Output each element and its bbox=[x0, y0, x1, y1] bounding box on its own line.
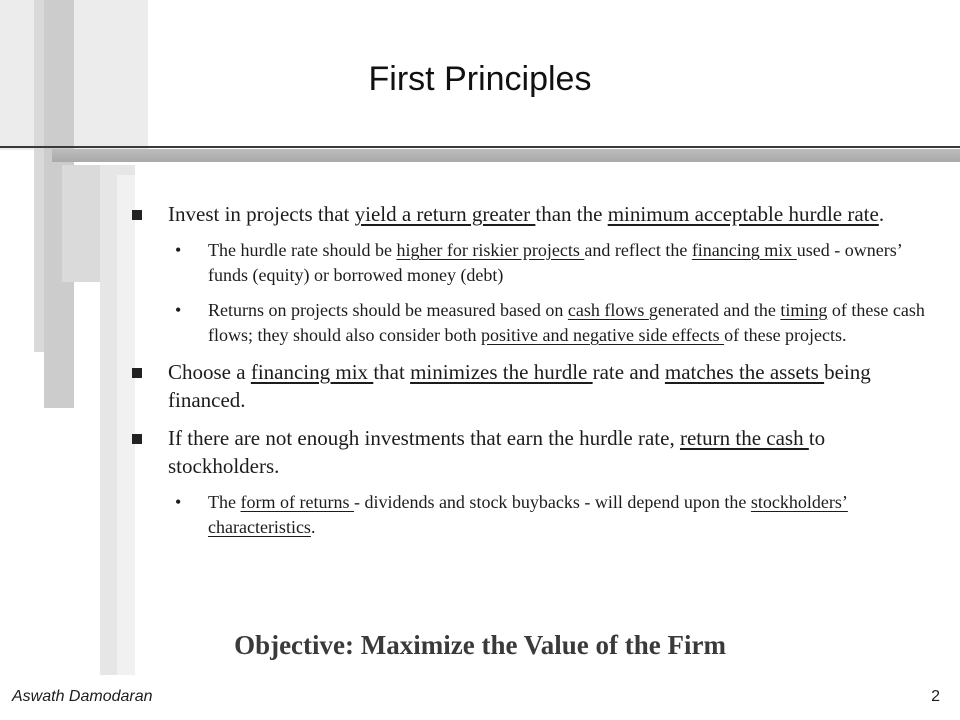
square-bullet-icon bbox=[132, 210, 142, 220]
page-number: 2 bbox=[931, 688, 940, 705]
footer-author: Aswath Damodaran bbox=[12, 688, 153, 705]
underlined-text: higher for riskier projects bbox=[396, 240, 585, 260]
bullet-item bbox=[130, 200, 930, 228]
bullet-item bbox=[130, 424, 930, 480]
text-run: of these cash flows; they should also consider both bbox=[208, 300, 925, 345]
title-divider-shadow bbox=[52, 149, 960, 162]
text-run: - dividends and stock buybacks - will depend upon the bbox=[353, 492, 751, 512]
text-run: rate and bbox=[592, 360, 665, 384]
underlined-text: financing mix bbox=[691, 240, 797, 260]
text-run: generated and the bbox=[648, 300, 781, 320]
text-run: and reflect the bbox=[584, 240, 692, 260]
bullet-list bbox=[130, 200, 930, 550]
title-divider bbox=[0, 146, 960, 148]
text-run: If there are not enough investments that earn the hurdle rate, bbox=[168, 426, 680, 450]
text-run: . bbox=[878, 202, 885, 226]
text-run: The hurdle rate should be bbox=[208, 240, 397, 260]
text-run: The bbox=[208, 492, 241, 512]
dot-bullet-icon: • bbox=[175, 492, 182, 512]
sub-bullet-item bbox=[130, 238, 930, 288]
underlined-text: yield a return greater bbox=[354, 202, 536, 226]
dot-bullet-icon: • bbox=[175, 300, 182, 320]
text-run: being financed. bbox=[168, 360, 871, 412]
text-run: that bbox=[373, 360, 411, 384]
objective-statement: Objective: Maximize the Value of the Firm bbox=[234, 630, 726, 660]
underlined-text: matches the assets bbox=[664, 360, 825, 384]
underlined-text: form of returns bbox=[240, 492, 354, 512]
underlined-text: financing mix bbox=[250, 360, 374, 384]
text-run: to stockholders. bbox=[168, 426, 826, 478]
square-bullet-icon bbox=[132, 434, 142, 444]
bullet-item bbox=[130, 358, 930, 414]
text-run: than the bbox=[535, 202, 608, 226]
sub-bullet-item bbox=[130, 490, 930, 540]
underlined-text: positive and negative side effects bbox=[480, 325, 725, 345]
square-bullet-icon bbox=[132, 368, 142, 378]
text-run: Returns on projects should be measured based on bbox=[208, 300, 568, 320]
underlined-text: minimum acceptable hurdle rate bbox=[607, 202, 879, 226]
slide-title: First Principles bbox=[368, 60, 592, 98]
text-run: used - owners’ funds (equity) or borrowed money (debt) bbox=[208, 240, 902, 285]
text-run: of these projects. bbox=[724, 325, 847, 345]
text-run: . bbox=[310, 517, 316, 537]
underlined-text: timing bbox=[780, 300, 828, 320]
underlined-text: return the cash bbox=[679, 426, 809, 450]
underlined-text: minimizes the hurdle bbox=[410, 360, 593, 384]
sub-bullet-item bbox=[130, 298, 930, 348]
text-run: Invest in projects that bbox=[168, 202, 355, 226]
text-run: Choose a bbox=[168, 360, 251, 384]
underlined-text: cash flows bbox=[567, 300, 649, 320]
underlined-text: stockholders’ characteristics bbox=[208, 492, 848, 537]
dot-bullet-icon: • bbox=[175, 240, 182, 260]
